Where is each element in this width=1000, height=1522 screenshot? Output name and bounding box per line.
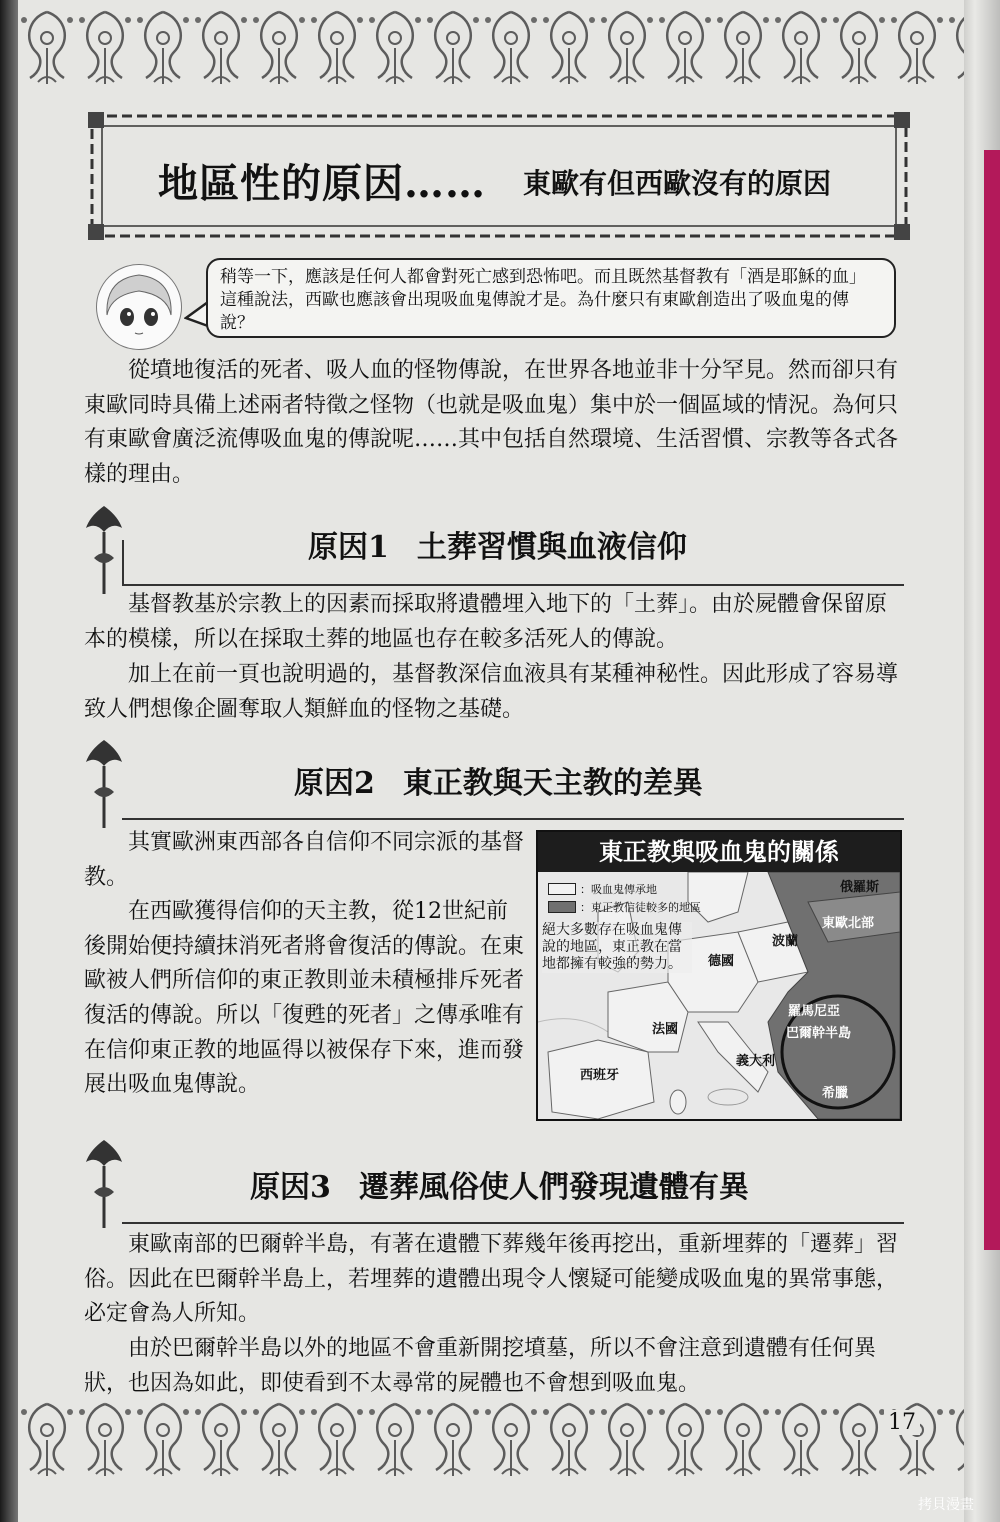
legend-swatch [548, 901, 576, 913]
map-label-romania: 羅馬尼亞 [788, 1004, 841, 1019]
fleur-ornament [82, 502, 126, 598]
map-label-spain: 西班牙 [580, 1068, 620, 1083]
section-1-number: 原因1 [308, 530, 389, 565]
map-title: 東正教與吸血鬼的關係 [538, 832, 900, 872]
section-2-underline [122, 818, 904, 820]
section-3-paragraph-2: 由於巴爾幹半島以外的地區不會重新開挖墳墓，所以不會注意到遺體有任何異狀，也因為如此，即使看到不太尋常的屍體也不會想到吸血鬼。 [84, 1336, 877, 1396]
speech-bubble: 稍等一下，應該是任何人都會對死亡感到恐怖吧。而且既然基督教有「酒是耶穌的血」這種說法，西歐也應該會出現吸血鬼傳說才是。為什麼只有東歐創造出了吸血鬼的傳說？ [206, 258, 896, 338]
legend-item-vampire [548, 880, 701, 898]
watermark: 拷貝漫畫 [918, 1497, 974, 1513]
section-2-paragraph-2: 在西歐獲得信仰的天主教，從12世紀前後開始便持續抹消死者將會復活的傳說。在東歐被人們所信仰的東正教則並未積極排斥死者復活的傳說。所以「復甦的死者」之傳承唯有在信仰東正教的地區得以被保存下來，進而發展出吸血鬼傳說。 [84, 899, 525, 1098]
map-note: 絕大多數存在吸血鬼傳說的地區，東正教在當地都擁有較強的勢力。 [542, 922, 692, 973]
legend-label: ：吸血鬼傳承地 [580, 883, 657, 896]
map-label-germany: 德國 [708, 954, 735, 969]
character-avatar [96, 264, 182, 350]
map-label-balkan: 巴爾幹半島 [786, 1026, 852, 1041]
section-2-number: 原因2 [294, 766, 375, 801]
map-label-italy: 義大利 [736, 1054, 776, 1069]
book-page [18, 0, 964, 1522]
section-1-left-rule [122, 540, 124, 584]
book-spine [0, 0, 18, 1522]
map-label-east-north: 東歐北部 [822, 916, 875, 931]
page-number: 17 [884, 1410, 920, 1435]
fleur-ornament [82, 736, 126, 832]
section-2-paragraph-1: 其實歐洲東西部各自信仰不同宗派的基督教。 [84, 830, 525, 890]
section-1-paragraph-1: 基督教基於宗教上的因素而採取將遺體埋入地下的「土葬」。由於屍體會保留原本的模樣，所以在採取土葬的地區也存在較多活死人的傳說。 [84, 592, 888, 652]
bottom-lace-ornament [18, 1400, 964, 1480]
map-label-russia: 俄羅斯 [840, 880, 880, 895]
section-3-heading [250, 1162, 749, 1206]
section-3-title: 遷葬風俗使人們發現遺體有異 [358, 1170, 749, 1205]
map-legend [548, 880, 701, 916]
section-3-number: 原因3 [250, 1170, 331, 1205]
section-1-paragraph-2: 加上在前一頁也說明過的，基督教深信血液具有某種神秘性。因此形成了容易導致人們想像企圖奪取人類鮮血的怪物之基礎。 [84, 662, 899, 722]
section-1-underline [122, 584, 904, 586]
section-1-heading [308, 522, 687, 566]
map-label-greece: 希臘 [822, 1086, 849, 1101]
page-title: 地區性的原因…… [158, 160, 486, 207]
fleur-ornament [82, 1136, 126, 1232]
orthodox-vampire-map [536, 830, 902, 1121]
intro-paragraph: 從墳地復活的死者、吸人血的怪物傳說，在世界各地並非十分罕見。然而卻只有東歐同時具備上述兩者特徵之怪物（也就是吸血鬼）集中於一個區域的情況。為何只有東歐會廣泛流傳吸血鬼的傳說呢……其中包括自然環境、生活習慣、宗教等各式各樣的理由。 [84, 358, 899, 487]
top-lace-ornament [18, 8, 964, 88]
section-2-text [84, 826, 524, 1103]
section-3-underline [122, 1222, 904, 1224]
map-label-france: 法國 [652, 1022, 679, 1037]
page-subtitle: 東歐有但西歐沒有的原因 [523, 167, 832, 200]
section-2-title: 東正教與天主教的差異 [402, 766, 703, 801]
section-2-heading [294, 758, 703, 802]
legend-item-orthodox [548, 898, 701, 916]
section-1-title: 土葬習慣與血液信仰 [416, 530, 687, 565]
legend-swatch [548, 883, 576, 895]
legend-label: ：東正教信徒較多的地區 [580, 901, 701, 914]
section-3-paragraph-1: 東歐南部的巴爾幹半島，有著在遺體下葬幾年後再挖出，重新埋葬的「遷葬」習俗。因此在巴爾幹半島上，若埋葬的遺體出現令人懷疑可能變成吸血鬼的異常事態，必定會為人所知。 [84, 1232, 899, 1327]
map-label-poland: 波蘭 [772, 934, 799, 949]
next-page-edge [984, 150, 1000, 1250]
